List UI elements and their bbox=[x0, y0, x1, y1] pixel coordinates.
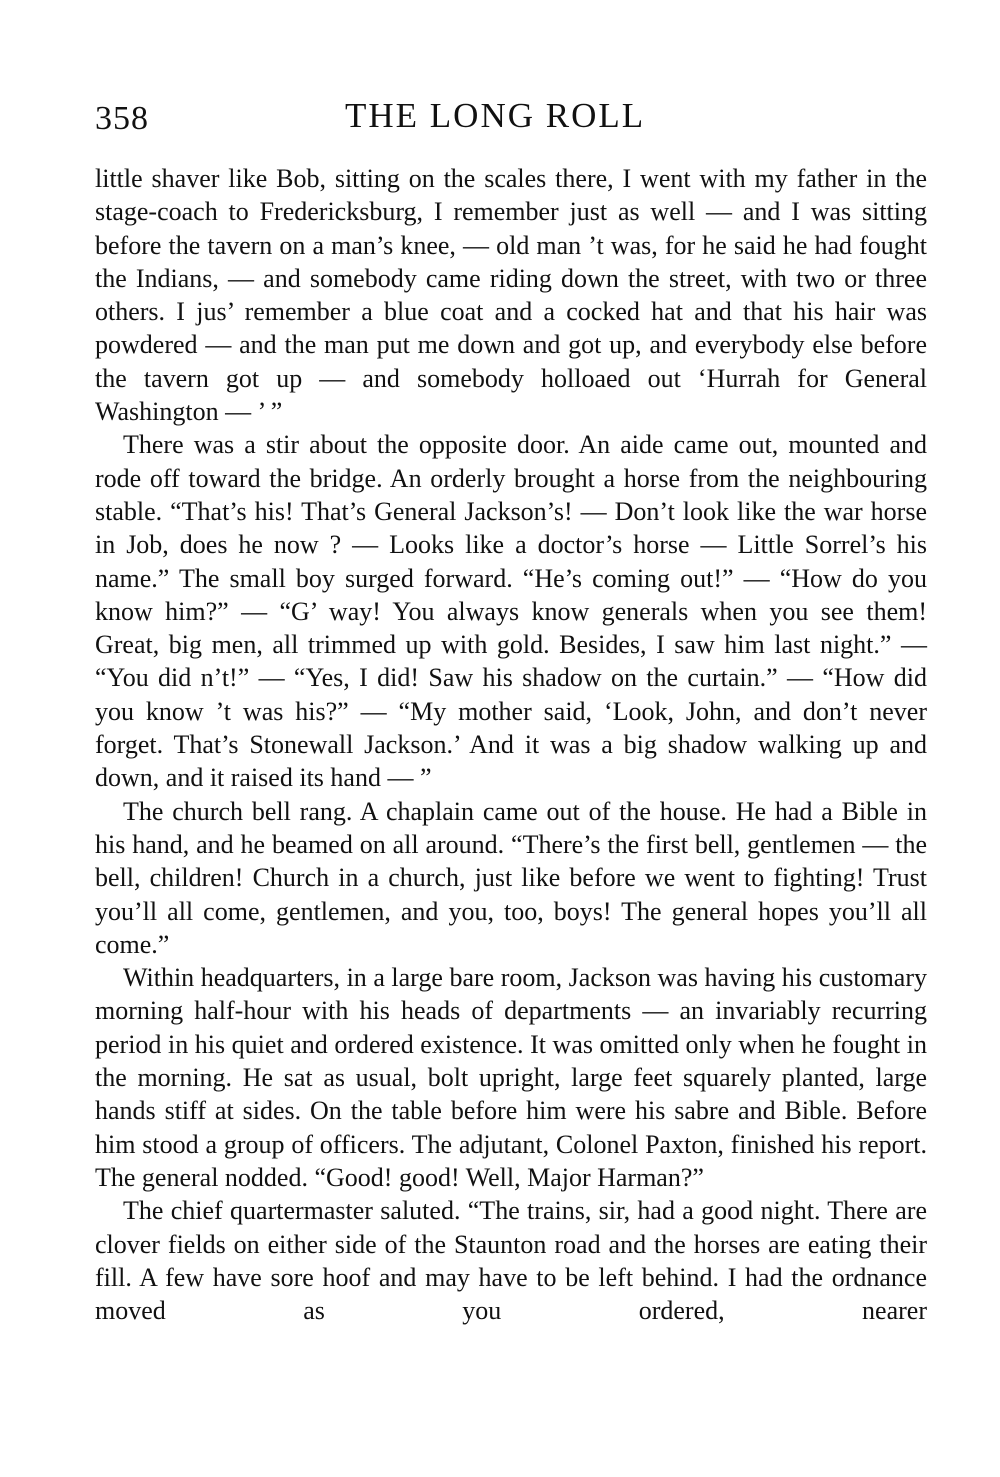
running-title: THE LONG ROLL bbox=[345, 96, 646, 135]
page-number: 358 bbox=[95, 100, 149, 137]
page-header bbox=[95, 96, 925, 142]
body-text bbox=[95, 162, 927, 1327]
paragraph-2: There was a stir about the opposite door. An aide came out, mounted and rode off toward the bridge. An orderly brought a horse from the neighbouring stable. “That’s his! That’s General Jackson’s! — Don’t look like the war horse in Job, does he now ? — Looks like a doctor’s horse — Little Sorrel’s his name.” The small boy surged forward. “He’s coming out!” — “How do you know him?” — “G’ way! You always know generals when you see them! Great, big men, all trimmed up with gold. Besides, I saw him last night.” — “You did n’t!” — “Yes, I did! Saw his shadow on the curtain.” — “How did you know ’t was his?” — “My mother said, ‘Look, John, and don’t never forget. That’s Stonewall Jackson.’ And it was a big shadow walking up and down, and it raised its hand — ” bbox=[95, 430, 927, 793]
paragraph-1: little shaver like Bob, sitting on the scales there, I went with my father in the stage-coach to Fredericksburg, I remember just as well — and I was sitting before the tavern on a man’s knee, — old man ’t was, for he said he had fought the Indians, — and somebody came riding down the street, with two or three others. I jus’ remember a blue coat and a cocked hat and that his hair was powdered — and the man put me down and got up, and everybody else before the tavern got up — and somebody holloaed out ‘Hurrah for General Washington — ’ ” bbox=[95, 164, 927, 427]
paragraph-5: The chief quartermaster saluted. “The trains, sir, had a good night. There are clover fields on either side of the Staunton road and the horses are eating their fill. A few have sore hoof and may have to be left behind. I had the ordnance moved as you ordered, nearer bbox=[95, 1196, 927, 1326]
paragraph-4: Within headquarters, in a large bare room, Jackson was having his customary morning half-hour with his heads of departments — an invariably recurring period in his quiet and ordered existence. It was omitted only when he fought in the morning. He sat as usual, bolt upright, large feet squarely planted, large hands stiff at sides. On the table before him were his sabre and Bible. Before him stood a group of officers. The adjutant, Colonel Paxton, finished his report. The general nodded. “Good! good! Well, Major Harman?” bbox=[95, 963, 927, 1192]
paragraph-3: The church bell rang. A chaplain came out of the house. He had a Bible in his hand, and he beamed on all around. “There’s the first bell, gentlemen — the bell, children! Church in a church, just like before we went to fighting! Trust you’ll all come, gentlemen, and you, too, boys! The general hopes you’ll all come.” bbox=[95, 796, 927, 959]
